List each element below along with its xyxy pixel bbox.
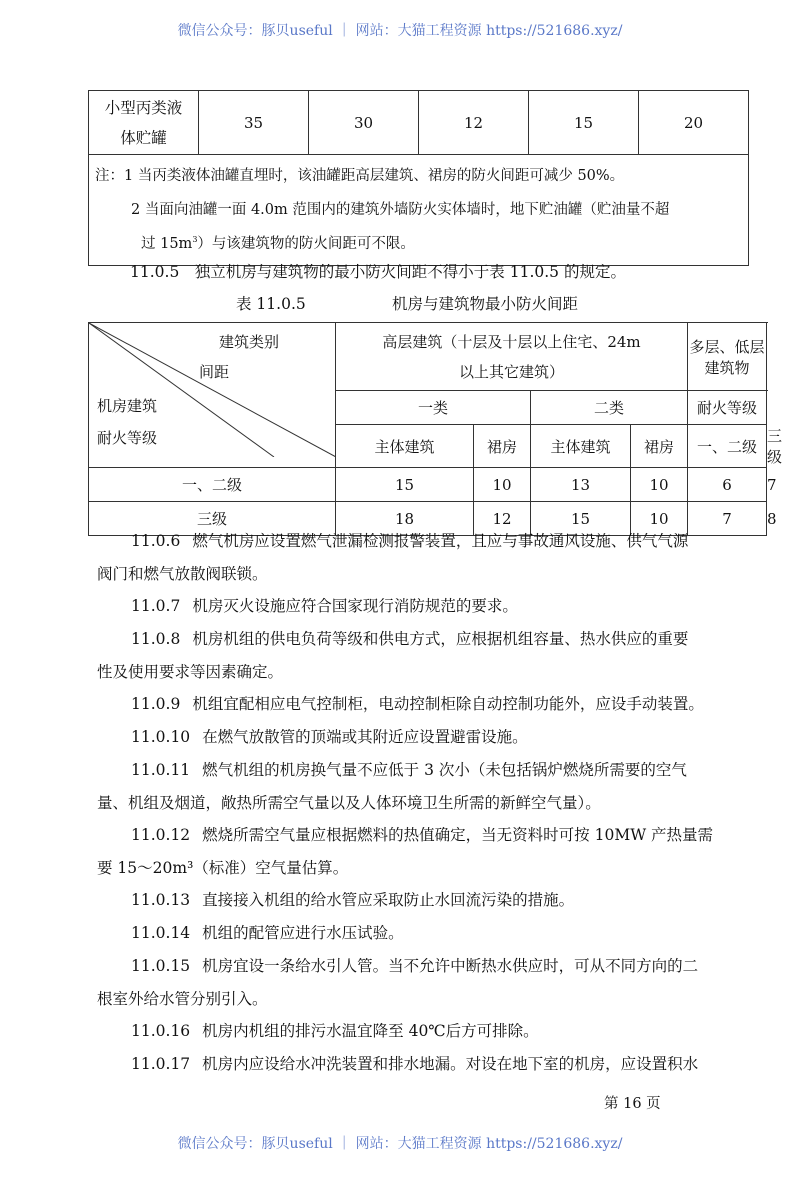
note-text: ）与该建筑物的防火间距可不限。 bbox=[197, 236, 415, 252]
table-notes bbox=[89, 155, 749, 266]
para-11-0-11 bbox=[97, 754, 757, 820]
corner-label-rating: 耐火等级 bbox=[97, 429, 158, 447]
watermark-top: 微信公众号：豚贝useful ｜ 网站：大猫工程资源 https://521686.xyz/ bbox=[177, 23, 623, 39]
para-11-0-5: 11.0.5 独立机房与建筑物的最小防火间距不得小于表 11.0.5 的规定。 bbox=[130, 263, 626, 281]
para-11-0-9 bbox=[97, 688, 757, 721]
subgroup-class-1: 一类 bbox=[336, 391, 531, 425]
subgroup-fire-rating: 耐火等级 bbox=[688, 391, 767, 425]
table-cell: 10 bbox=[631, 468, 688, 502]
subgroup-class-2: 二类 bbox=[531, 391, 688, 425]
para-text: 在燃气放散管的顶端或其附近应设置避雷设施。 bbox=[202, 728, 528, 746]
table-cell: 15 bbox=[336, 468, 474, 502]
corner-label-room: 机房建筑 bbox=[97, 397, 158, 415]
table-cell: 15 bbox=[531, 502, 631, 536]
para-11-0-16 bbox=[97, 1015, 757, 1048]
column-header: 主体建筑 bbox=[531, 425, 631, 468]
group-high-line-1: 高层建筑（十层及十层以上住宅、24m bbox=[382, 332, 641, 351]
table-cell: 15 bbox=[529, 91, 639, 155]
para-11-0-17 bbox=[97, 1048, 757, 1081]
table-cell: 35 bbox=[199, 91, 309, 155]
para-text-cont: 性及使用要求等因素确定。 bbox=[97, 663, 284, 681]
group-high-rise bbox=[336, 323, 688, 391]
section-number: 11.0.12 bbox=[131, 826, 191, 844]
para-text: 燃气机房应设置燃气泄漏检测报警装置，且应与事故通风设施、供气气源 bbox=[192, 532, 689, 550]
table-cell: 12 bbox=[419, 91, 529, 155]
section-number: 11.0.15 bbox=[131, 957, 191, 975]
table-cell: 10 bbox=[474, 468, 531, 502]
column-header: 裙房 bbox=[474, 425, 531, 468]
table-cell: 6 bbox=[688, 468, 767, 502]
table-cell: 7 bbox=[688, 502, 767, 536]
para-text: 直接接入机组的给水管应采取防止水回流污染的措施。 bbox=[202, 891, 575, 909]
para-text: 机房内应设给水冲洗装置和排水地漏。对设在地下室的机房，应设置积水 bbox=[202, 1055, 699, 1073]
table-row: 一、二级 15 10 13 10 6 7 bbox=[89, 468, 767, 502]
table-number: 表 11.0.5 bbox=[236, 295, 306, 313]
table-title: 机房与建筑物最小防火间距 bbox=[392, 295, 579, 313]
section-number: 11.0.6 bbox=[131, 532, 181, 550]
section-number: 11.0.11 bbox=[131, 761, 191, 779]
section-number: 11.0.16 bbox=[131, 1022, 191, 1040]
section-number: 11.0.17 bbox=[131, 1055, 191, 1073]
para-11-0-7 bbox=[97, 590, 757, 623]
para-11-0-10 bbox=[97, 721, 757, 754]
para-11-0-15 bbox=[97, 950, 757, 1016]
table-cell: 30 bbox=[309, 91, 419, 155]
para-text: 机组的配管应进行水压试验。 bbox=[202, 924, 404, 942]
row-label: 三级 bbox=[89, 502, 336, 536]
table-11-0-5: 建筑类别 间距 机房建筑 耐火等级 高层建筑（十层及十层以上住宅、24m 以上其它建筑） 多层、低层建筑物 一类 二类 耐火等级 主体建筑 裙房 主体建筑 裙房 一、二级 三级 一、二级 15 10 13 10 6 7 三级 18 12 15 10 7 8 bbox=[88, 322, 767, 536]
table-cell: 13 bbox=[531, 468, 631, 502]
para-text-cont: 阀门和燃气放散阀联锁。 bbox=[97, 565, 268, 583]
page-number: 第 16 页 bbox=[604, 1096, 661, 1112]
para-11-0-8 bbox=[97, 623, 757, 689]
para-text: 燃烧所需空气量应根据燃料的热值确定，当无资料时可按 10MW 产热量需 bbox=[202, 826, 714, 844]
para-text-cont: 根室外给水管分别引入。 bbox=[97, 990, 268, 1008]
table-cell: 12 bbox=[474, 502, 531, 536]
group-high-line-2: 以上其它建筑） bbox=[458, 362, 564, 381]
note-text: 过 15m bbox=[141, 236, 193, 252]
note-1: 注：1 当丙类液体油罐直埋时，该油罐距高层建筑、裙房的防火间距可减少 50%。 bbox=[95, 168, 625, 184]
watermark-bottom: 微信公众号：豚贝useful ｜ 网站：大猫工程资源 https://521686.xyz/ bbox=[177, 1136, 623, 1152]
table-cell: 20 bbox=[639, 91, 749, 155]
column-header: 裙房 bbox=[631, 425, 688, 468]
para-text: 机组宜配相应电气控制柜，电动控制柜除自动控制功能外，应设手动装置。 bbox=[192, 695, 704, 713]
para-11-0-14 bbox=[97, 917, 757, 950]
para-text: 机房内机组的排污水温宜降至 40℃后方可排除。 bbox=[202, 1022, 539, 1040]
row-label-line-1: 小型丙类液 bbox=[104, 98, 183, 117]
para-11-0-6 bbox=[97, 525, 757, 591]
para-text: 机房灭火设施应符合国家现行消防规范的要求。 bbox=[192, 597, 518, 615]
para-11-0-13 bbox=[97, 884, 757, 917]
para-text: 燃气机组的机房换气量不应低于 3 次小（未包括锅炉燃烧所需要的空气 bbox=[202, 761, 687, 779]
section-number: 11.0.13 bbox=[131, 891, 191, 909]
table-row: 三级 18 12 15 10 7 8 bbox=[89, 502, 767, 536]
row-label bbox=[89, 91, 199, 155]
note-2: 2 当面向油罐一面 4.0m 范围内的建筑外墙防火实体墙时，地下贮油罐（贮油量不超 bbox=[131, 202, 670, 218]
table-1105-prev bbox=[88, 90, 749, 266]
para-text-cont: 要 15～20m³（标准）空气量估算。 bbox=[97, 859, 349, 877]
para-11-0-12 bbox=[97, 819, 757, 885]
section-number: 11.0.8 bbox=[131, 630, 181, 648]
table-cell: 10 bbox=[631, 502, 688, 536]
section-number: 11.0.10 bbox=[131, 728, 191, 746]
section-number: 11.0.7 bbox=[131, 597, 181, 615]
superscript: 3 bbox=[192, 235, 198, 245]
para-text: 机房宜设一条给水引人管。当不允许中断热水供应时，可从不同方向的二 bbox=[202, 957, 699, 975]
section-number: 11.0.9 bbox=[131, 695, 181, 713]
para-text: 机房机组的供电负荷等级和供电方式，应根据机组容量、热水供应的重要 bbox=[192, 630, 689, 648]
table-cell: 18 bbox=[336, 502, 474, 536]
corner-header bbox=[89, 323, 336, 468]
para-text-cont: 量、机组及烟道，敞热所需空气量以及人体环境卫生所需的新鲜空气量）。 bbox=[97, 794, 601, 812]
section-number: 11.0.14 bbox=[131, 924, 191, 942]
row-label-line-2: 体贮罐 bbox=[120, 128, 167, 147]
corner-label-building: 建筑类别 bbox=[219, 333, 280, 351]
column-header: 一、二级 bbox=[688, 425, 767, 468]
row-label: 一、二级 bbox=[89, 468, 336, 502]
group-multi-storey: 多层、低层建筑物 bbox=[688, 323, 767, 391]
corner-label-distance: 间距 bbox=[199, 363, 230, 381]
column-header: 主体建筑 bbox=[336, 425, 474, 468]
